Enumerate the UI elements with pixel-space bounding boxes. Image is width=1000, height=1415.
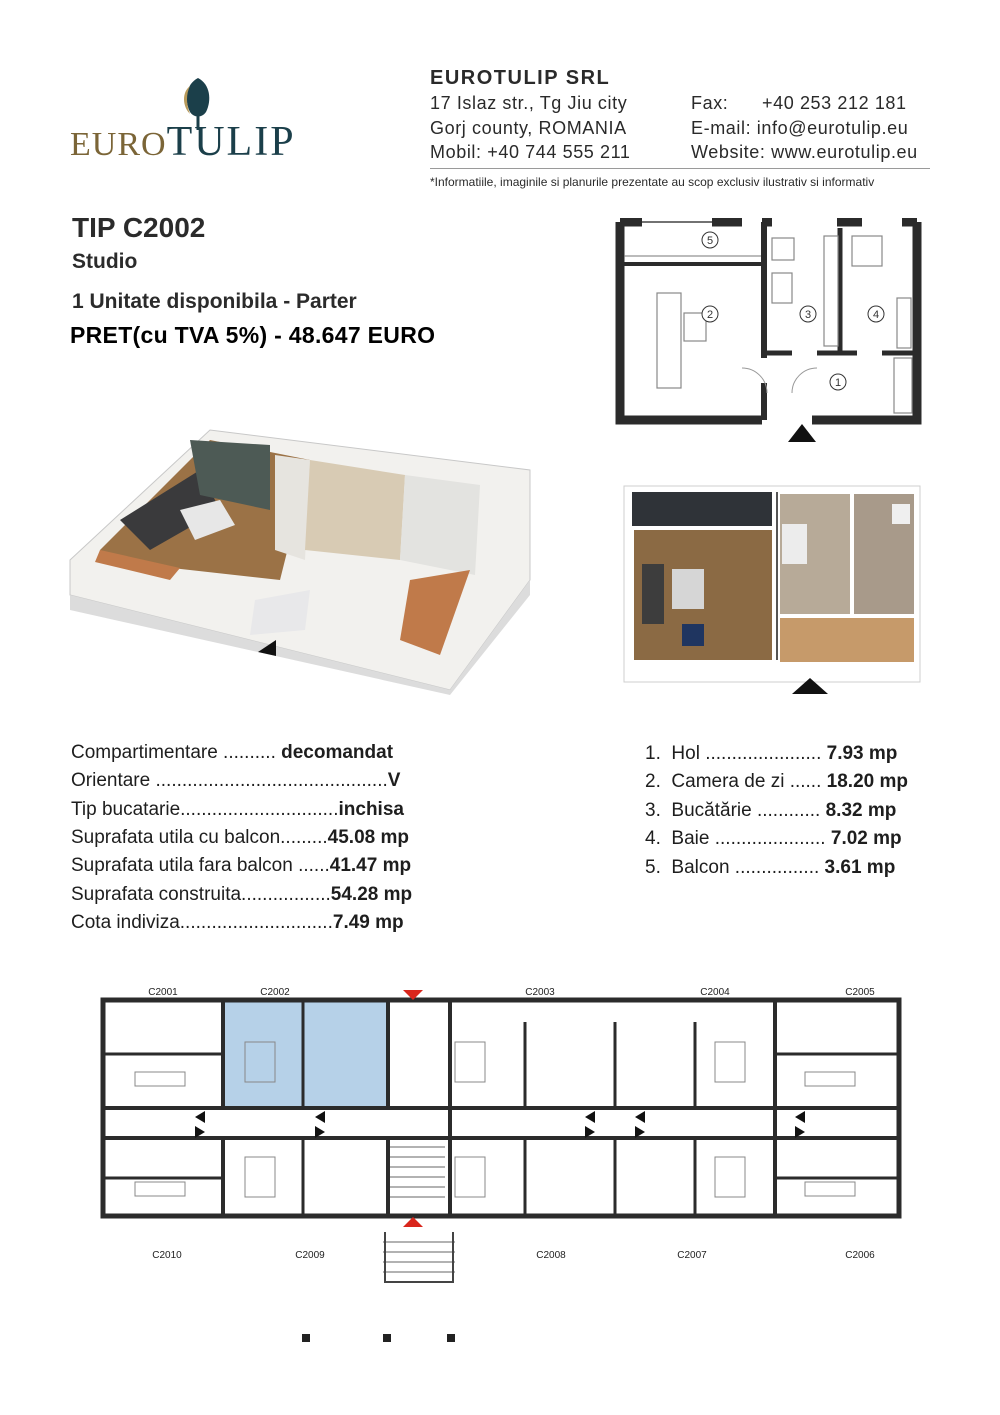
website-link[interactable]: Website: www.eurotulip.eu [691, 142, 918, 162]
svg-text:3: 3 [804, 309, 812, 321]
unit-label: C2003 [525, 987, 555, 998]
highlighted-unit-c2002 [223, 1000, 388, 1108]
room-marker-4 [868, 306, 884, 322]
room-marker-2 [702, 306, 718, 322]
room-area-row: 3. Bucătărie ............ 8.32 mp [645, 800, 897, 821]
logo-euro: EURO [70, 126, 167, 163]
room-marker-3 [800, 306, 816, 322]
building-floor-plan [95, 982, 905, 1287]
mobile-phone: Mobil: +40 744 555 211 [430, 142, 631, 162]
spec-row: Cota indiviza.............................7.49 mp [71, 912, 404, 933]
unit-title: TIP C2002 [72, 212, 206, 243]
floor-plan-2d [612, 218, 932, 444]
unit-label: C2004 [700, 987, 730, 998]
room-area-row: 2. Camera de zi ...... 18.20 mp [645, 771, 908, 792]
spec-row: Suprafata construita.................54.28 mp [71, 884, 413, 905]
unit-label: C2008 [536, 1250, 566, 1261]
room-area-row: 1. Hol ...................... 7.93 mp [645, 743, 898, 764]
unit-label: C2001 [148, 987, 178, 998]
address-line-2: Gorj county, ROMANIA [430, 118, 627, 138]
spec-row: Orientare ............................................V [71, 770, 401, 791]
unit-price: PRET(cu TVA 5%) - 48.647 EURO [70, 322, 436, 348]
svg-text:1: 1 [834, 377, 842, 389]
unit-label: C2009 [295, 1250, 325, 1261]
room-area-row: 5. Balcon ................ 3.61 mp [645, 857, 896, 878]
svg-text:2: 2 [706, 309, 714, 321]
unit-label: C2007 [677, 1250, 707, 1261]
furnished-top-view [622, 484, 922, 696]
unit-type: Studio [72, 250, 138, 273]
isometric-render [60, 400, 535, 695]
fax-number: Fax: +40 253 212 181 [691, 93, 907, 113]
room-area-row: 4. Baie ..................... 7.02 mp [645, 828, 902, 849]
logo-tulip: TULIP [166, 119, 296, 165]
spec-row: Compartimentare .......... decomandat [71, 742, 394, 763]
unit-availability: 1 Unitate disponibila - Parter [72, 290, 357, 313]
room-marker-1 [830, 374, 846, 390]
svg-text:5: 5 [706, 235, 714, 247]
header-divider [430, 168, 930, 169]
company-logo [70, 70, 330, 170]
footer-dot [447, 1334, 455, 1342]
spec-row: Suprafata utila cu balcon.........45.08 mp [71, 827, 409, 848]
svg-text:4: 4 [872, 309, 880, 321]
room-marker-5 [702, 232, 718, 248]
footer-dot [302, 1334, 310, 1342]
unit-label: C2006 [845, 1250, 875, 1261]
unit-label: C2005 [845, 987, 875, 998]
spec-row: Suprafata utila fara balcon ......41.47 mp [71, 855, 412, 876]
spec-row: Tip bucatarie..............................inchisa [71, 799, 404, 820]
unit-label: C2002 [260, 987, 290, 998]
address-line-1: 17 Islaz str., Tg Jiu city [430, 93, 628, 113]
company-name: EUROTULIP SRL [430, 67, 611, 89]
email-address[interactable]: E-mail: info@eurotulip.eu [691, 118, 909, 138]
logo-wordmark [70, 118, 296, 166]
unit-label: C2010 [152, 1250, 182, 1261]
disclaimer: *Informatiile, imaginile si planurile prezentate au scop exclusiv ilustrativ si informativ [430, 175, 875, 189]
footer-dot [383, 1334, 391, 1342]
